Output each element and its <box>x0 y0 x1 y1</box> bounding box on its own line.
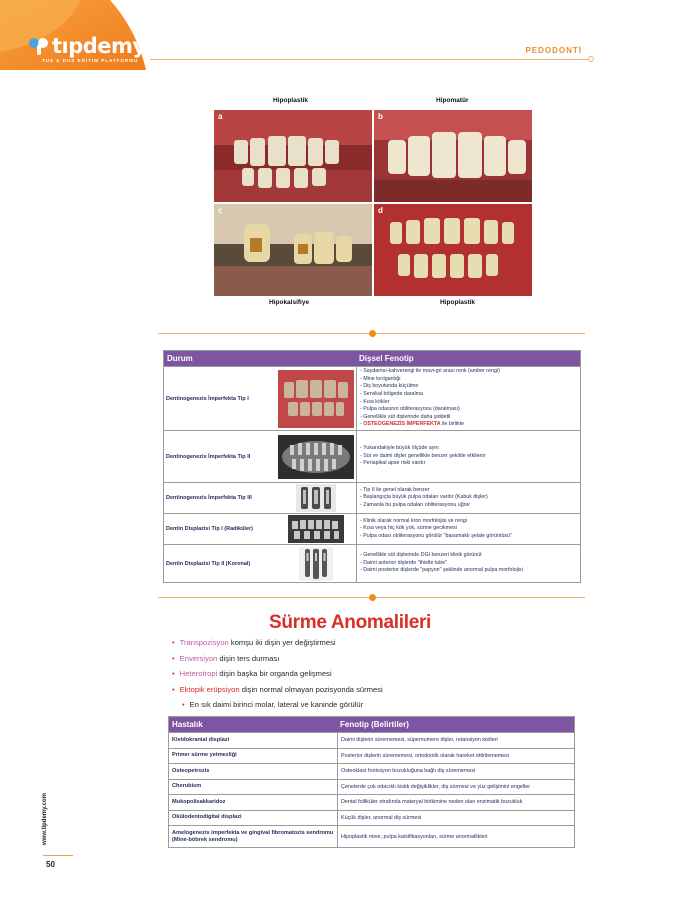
condition-cell: Dentin Displazisi Tip II (Koronal) <box>166 560 251 567</box>
phenotype-cell: Osteoklast fonksiyon bozukluğuna bağlı diş sürememesi <box>337 764 574 779</box>
feature-line: - Daimi anterior dişlerde "thistle tube" <box>360 559 448 566</box>
condition-cell: Dentinogenezis İmperfekta Tip I <box>166 395 249 402</box>
dental-photo-d: d <box>374 204 532 296</box>
table-row <box>164 366 580 430</box>
feature-line: - Servikal bölgede daralma <box>360 390 424 397</box>
list-item: • Heterotropi dişin başka bir organda gelişmesi <box>172 669 332 678</box>
phenotype-cell: Daimi dişlerin sürememesi, süpernumere dişler, retansiyon kistleri <box>337 733 574 748</box>
feature-line: - Zamanla bu pulpa odaları obliterasyonu uğrar <box>360 501 471 508</box>
radiograph-image <box>276 431 356 482</box>
feature-line: - Daimi posterior dişlerde "papyon" şeklinde anormal pulpa morfolojisi <box>360 567 523 574</box>
disease-cell: Amelogenezis imperfekta ve gingival fibromatozis sendromu (Mine-böbrek sendromu) <box>172 829 334 843</box>
dental-photo-b: b <box>374 110 532 202</box>
phenotype-cell <box>356 431 580 482</box>
logo-tagline: TUS & DUS EĞİTİM PLATFORMU <box>42 58 139 63</box>
anomaly-list <box>172 635 592 713</box>
logo-text: tıpdemy <box>52 34 146 58</box>
table-header <box>164 351 580 366</box>
eruption-disease-table <box>168 716 575 848</box>
page-number-rule <box>43 855 73 856</box>
list-item: • Enversiyon dişin ters durması <box>172 653 280 663</box>
feature-line: - Tip II ile genel olarak benzer <box>360 486 430 493</box>
feature-line: - Pulpa odası obliterasyonu görülür "basamaklı şelale görüntüsü" <box>360 532 512 539</box>
condition-cell: Dentin Displazisi Tip I (Radiküler) <box>166 526 253 532</box>
list-term: Transpozisyon <box>179 638 229 647</box>
dental-photo-a: a <box>214 110 372 202</box>
divider-dot <box>369 330 376 337</box>
feature-line: - Kısa kökler <box>360 398 390 405</box>
table-row <box>164 430 580 482</box>
list-term: Ektopik erüpsiyon <box>179 684 240 694</box>
header-condition: Durum <box>167 354 193 363</box>
dental-phenotype-table <box>163 350 581 583</box>
feature-line: - Süt ve daimi dişler genellikle benzer şekilde etkilenir <box>360 452 486 459</box>
phenotype-cell <box>356 483 580 513</box>
section-heading: Sürme Anomalileri <box>268 612 432 633</box>
page-number: 50 <box>46 860 55 869</box>
header-disease: Hastalık <box>172 720 203 729</box>
feature-line: - Başlangıçta büyük pulpa odaları vardır (Kabuk dişler) <box>360 494 488 501</box>
condition-cell: Dentinogenezis İmperfekta Tip III <box>166 495 252 501</box>
figure-label-c: Hipokalsifiye <box>269 299 310 306</box>
brand-logo <box>28 34 146 58</box>
list-item: • Ektopik erüpsiyon dişin normal olmayan pozisyonda sürmesi <box>172 684 383 694</box>
phenotype-cell: Posterior dişlerin sürememesi, ortodontik olarak hareket ettirilememesi <box>337 749 574 764</box>
phenotype-cell: Hipoplastik mine, pulpa kalsifikasyonları, sürme anormallikleri <box>337 826 574 847</box>
list-item: • Transpozisyon komşu iki dişin yer değiştirmesi <box>172 638 336 647</box>
table-row <box>164 513 580 544</box>
header-rule-dot <box>588 56 594 62</box>
phenotype-cell <box>356 367 580 430</box>
feature-line: - Yukarıdakiyle büyük ölçüde aynı <box>360 445 439 452</box>
phenotype-cell: Küçük dişler, anormal diş sürmesi <box>337 811 574 826</box>
feature-line: - Genellikle süt dişlerinde daha şiddetli <box>360 413 451 420</box>
table-row <box>169 779 574 795</box>
website-url: www.tipdemy.com <box>42 792 48 845</box>
table-header <box>169 717 574 732</box>
list-text: En sık daimi birinci molar, lateral ve kaninde görülür <box>189 700 364 709</box>
disease-cell: Mukopolisakkaridoz <box>172 798 226 805</box>
feature-line: - Saydamsı-kahverengi ile mavi-gri arası renk (amber rengi) <box>360 368 500 375</box>
header-phenotype: Dişsel Fenotip <box>359 354 414 363</box>
radiograph-image <box>276 514 356 544</box>
feature-line: - Klinik olarak normal kron morfolojisi ve rengi <box>360 517 467 524</box>
list-text: dişin ters durması <box>219 653 280 663</box>
table-row <box>169 763 574 779</box>
figure-label-d: Hipoplastik <box>440 299 476 306</box>
header-rule <box>150 59 590 60</box>
dental-photo-c: c <box>214 204 372 296</box>
table-row <box>164 544 580 582</box>
phenotype-cell <box>356 514 580 544</box>
figure-label-b: Hipomatür <box>436 97 469 104</box>
list-text: komşu iki dişin yer değiştirmesi <box>230 638 336 647</box>
figure-label-a: Hipoplastik <box>273 97 309 104</box>
table-row <box>169 810 574 826</box>
radiograph-image <box>276 483 356 513</box>
highlight-suffix: ile birlikte <box>442 421 465 428</box>
disease-cell: Kleidokranial displazi <box>172 736 230 743</box>
list-text: dişin normal olmayan pozisyonda sürmesi <box>241 684 383 694</box>
list-term: Enversiyon <box>179 653 218 663</box>
divider-dot <box>369 594 376 601</box>
disease-cell: Primer sürme yetmezliği <box>172 752 237 759</box>
feature-line: - Pulpa odasının obliterasyonu (daralması) <box>360 406 460 413</box>
clinical-photo <box>276 367 356 430</box>
highlight-term: OSTEOGENEZİS İMPERFEKTA <box>363 421 441 428</box>
feature-line: - Periapikal apse riski vardır <box>360 460 426 467</box>
list-term: Heterotropi <box>179 669 218 678</box>
table-row <box>164 482 580 513</box>
disease-cell: Okülodentodigital displazi <box>172 814 242 821</box>
logo-mark-icon <box>28 36 50 56</box>
feature-line: - Mine kırılganlığı <box>360 375 401 382</box>
disease-cell: Osteopetrozis <box>172 767 210 774</box>
condition-cell: Dentinogenezis İmperfekta Tip II <box>166 453 251 460</box>
table-row <box>169 732 574 748</box>
sub-list-item: • En sık daimi birinci molar, lateral ve kaninde görülür <box>182 700 364 709</box>
phenotype-cell <box>356 545 580 582</box>
feature-line: - Diş boyutunda küçülme <box>360 383 419 390</box>
section-title: PEDODONTİ <box>525 46 582 55</box>
phenotype-cell: Dental folliküler etrafında materyal birikimine neden olan enzimatik bozukluk <box>337 795 574 810</box>
table-row <box>169 794 574 810</box>
feature-line: - Genellikle süt dişlerinde DGI benzeri klinik görünüt <box>360 552 482 559</box>
feature-line: - OSTEOGENEZİS İMPERFEKTA ile birlikte <box>360 421 465 428</box>
header-phenotype: Fenotip (Belirtiler) <box>340 720 409 729</box>
disease-cell: Cherubism <box>172 783 202 790</box>
table-row <box>169 825 574 847</box>
feature-line: - Kısa veya hiç kök yok, sürme gecikmesi <box>360 525 457 532</box>
table-row <box>169 748 574 764</box>
phenotype-cell: Çenelerde çok odacıklı kistik değişiklikler, diş sürmesi ve yüz gelişimini engeller <box>337 780 574 795</box>
list-text: dişin başka bir organda gelişmesi <box>219 669 332 678</box>
radiograph-image <box>276 545 356 582</box>
